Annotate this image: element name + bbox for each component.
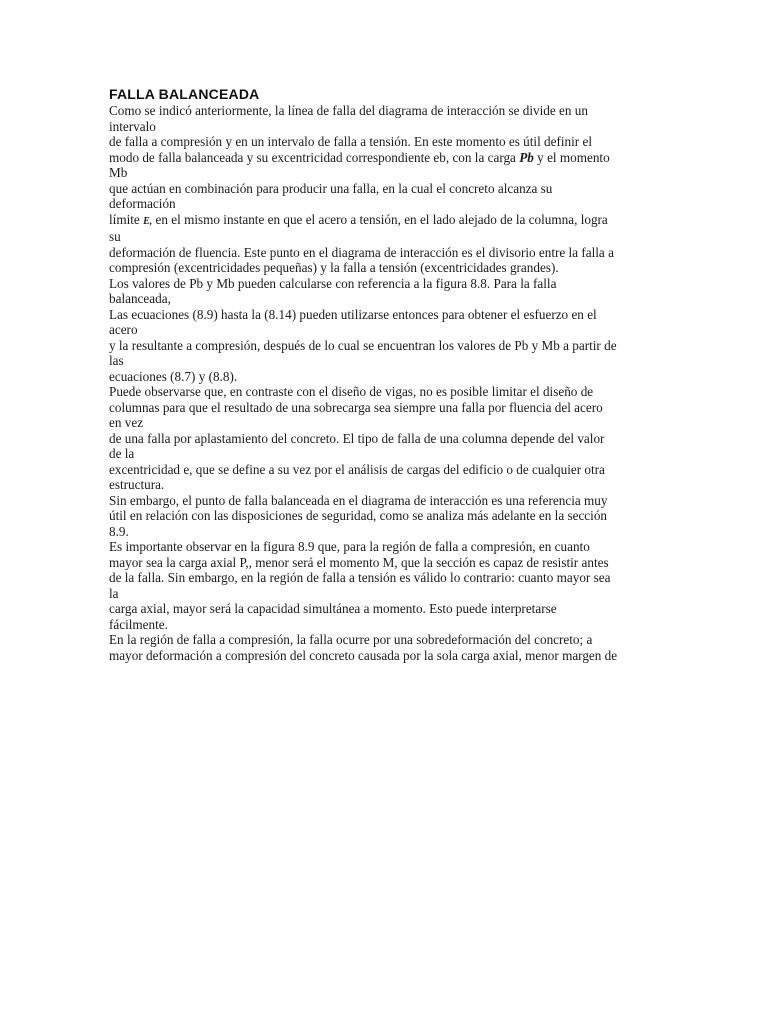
text-line: balanceada,	[109, 291, 171, 306]
text-line	[109, 150, 661, 166]
text-line: carga axial, mayor será la capacidad simultánea a momento. Esto puede interpretarse	[109, 601, 557, 616]
text-line: Sin embargo, el punto de falla balanceada en el diagrama de interacción es una referencia muy	[109, 492, 608, 508]
text-line: su	[109, 229, 121, 244]
text-line: de una falla por aplastamiento del concreto. El tipo de falla de una columna depende del valor	[109, 430, 605, 446]
body-text	[109, 103, 661, 663]
text-line: de falla a compresión y en un intervalo de falla a tensión. En este momento es útil definir el	[109, 134, 593, 149]
text-line: Los valores de Pb y Mb pueden calcularse con referencia a la figura 8.8. Para la falla	[109, 275, 557, 291]
text-line: ecuaciones (8.7) y (8.8).	[109, 368, 238, 384]
text-line: útil en relación con las disposiciones de seguridad, como se analiza más adelante en la sección	[109, 508, 608, 523]
variable-pb: Pb	[519, 149, 534, 165]
text-line: intervalo	[109, 118, 156, 134]
text-line: en vez	[109, 415, 144, 430]
text-line: de la falla. Sin embargo, en la región de falla a tensión es válido lo contrario: cuanto mayor sea	[109, 570, 611, 585]
variable-epsilon: E,	[143, 215, 153, 227]
text-line: deformación de fluencia. Este punto en el diagrama de interacción es el divisorio entre la falla a	[109, 244, 614, 260]
text-segment: modo de falla balanceada y su excentricidad correspondiente eb, con la carga	[109, 149, 520, 165]
text-line	[109, 212, 661, 230]
text-line: Puede observarse que, en contraste con el diseño de vigas, no es posible limitar el diseño de	[109, 384, 594, 399]
text-segment: en el mismo instante en que el acero a tensión, en el lado alejado de la columna, logra	[152, 211, 608, 227]
text-line: Es importante observar en la figura 8.9 que, para la región de falla a compresión, en cuanto	[109, 539, 590, 554]
text-line: que actúan en combinación para producir una falla, en la cual el concreto alcanza su	[109, 180, 553, 196]
text-line: 8.9.	[109, 523, 129, 539]
text-line: deformación	[109, 196, 176, 211]
text-line: columnas para que el resultado de una sobrecarga sea siempre una falla por fluencia del acero	[109, 399, 603, 415]
text-line: mayor deformación a compresión del concreto causada por la sola carga axial, menor margen de	[109, 647, 618, 663]
text-line: mayor sea la carga axial P,, menor será el momento M, que la sección es capaz de resistir antes	[109, 554, 609, 570]
text-line: y la resultante a compresión, después de lo cual se encuentran los valores de Pb y Mb a partir de	[109, 337, 617, 353]
text-line: acero	[109, 322, 138, 337]
text-line: fácilmente.	[109, 616, 168, 632]
text-line: Como se indicó anteriormente, la línea de falla del diagrama de interacción se divide en un	[109, 103, 588, 118]
text-line: excentricidad e, que se define a su vez por el análisis de cargas del edificio o de cualquier otra	[109, 461, 605, 477]
text-line: Mb	[109, 165, 128, 180]
text-segment: límite	[109, 211, 144, 227]
text-segment: y el momento	[533, 149, 610, 165]
text-line: estructura.	[109, 477, 165, 492]
text-line: En la región de falla a compresión, la falla ocurre por una sobredeformación del concreto; a	[109, 632, 593, 647]
section-heading: FALLA BALANCEADA	[109, 86, 260, 102]
text-line: las	[109, 353, 124, 368]
text-line: compresión (excentricidades pequeñas) y la falla a tensión (excentricidades grandes).	[109, 260, 559, 275]
text-line: Las ecuaciones (8.9) hasta la (8.14) pueden utilizarse entonces para obtener el esfuerzo en el	[109, 306, 597, 322]
text-line: de la	[109, 446, 135, 461]
text-line: la	[109, 585, 119, 601]
document-content	[109, 85, 661, 663]
